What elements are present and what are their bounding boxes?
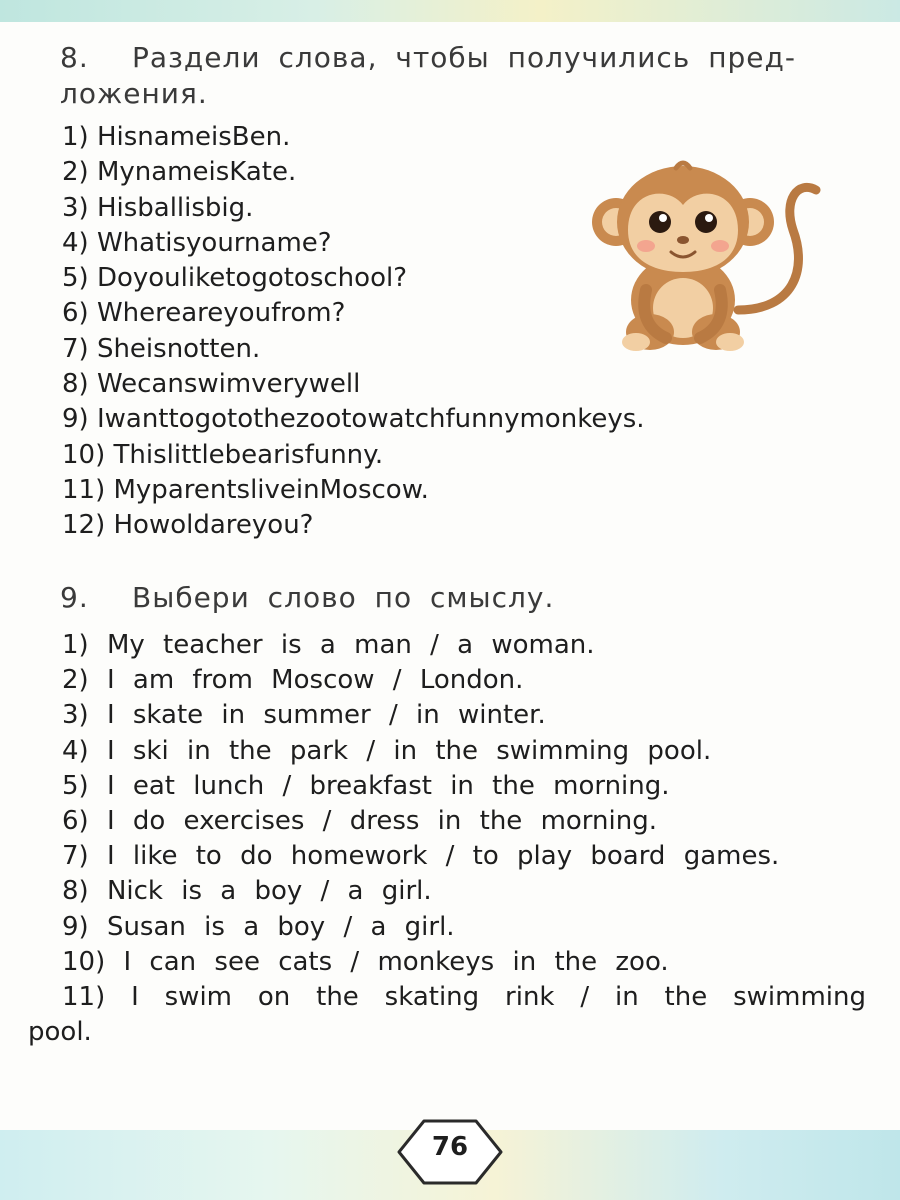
task-9-instruction: Выбери слово по смыслу.: [132, 581, 555, 614]
list-item: [28, 874, 866, 909]
list-item: 10) Thislittlebearisfunny.: [62, 439, 384, 470]
task-8-heading: [60, 40, 870, 112]
page-number: 76: [431, 1132, 469, 1162]
list-item: [28, 663, 866, 698]
list-item: 2) MynameisKate.: [62, 157, 297, 188]
list-item: [28, 910, 866, 945]
list-item-text: 11) I swim on the skating rink / in the swimming pool.: [28, 982, 866, 1048]
task-8-list: [62, 120, 645, 544]
list-item: [28, 839, 866, 874]
list-item: 3) Hisballisbig.: [62, 192, 254, 223]
list-item: 7) Sheisnotten.: [62, 333, 261, 364]
task-9-heading: [60, 580, 870, 616]
task-8-instruction-line1: Раздели слова, чтобы получились пред-: [132, 41, 796, 74]
list-item-text: 3) I skate in summer / in winter.: [62, 700, 546, 731]
list-item-text: 5) I eat lunch / breakfast in the morning.: [62, 770, 670, 801]
task-8-instruction-line2: ложения.: [60, 77, 208, 110]
list-item-text: 1) My teacher is a man / a woman.: [62, 630, 595, 660]
task-8-number: 8.: [60, 41, 89, 74]
list-item: 11) MyparentsliveinMoscow.: [62, 474, 429, 505]
list-item: [28, 980, 866, 1050]
list-item: [28, 769, 866, 804]
list-item-text: 2) I am from Moscow / London.: [62, 665, 524, 696]
list-item: 1) HisnameisBen.: [62, 122, 291, 152]
list-item-text: 4) I ski in the park / in the swimming pool.: [62, 735, 712, 766]
monkey-illustration: [588, 160, 828, 355]
list-item-text: 7) I like to do homework / to play board games.: [62, 841, 780, 872]
list-item: 6) Whereareyoufrom?: [62, 298, 346, 329]
list-item-text: 9) Susan is a boy / a girl.: [62, 911, 455, 942]
list-item: 5) Doyouliketogotoschool?: [62, 263, 407, 294]
list-item: [28, 804, 866, 839]
list-item: [28, 734, 866, 769]
list-item: [28, 628, 866, 663]
task-9-list: [28, 628, 866, 1050]
list-item: 8) Wecanswimverywell: [62, 369, 361, 400]
list-item: [28, 945, 866, 980]
list-item: [28, 698, 866, 733]
list-item-text: 10) I can see cats / monkeys in the zoo.: [62, 946, 669, 977]
list-item: 4) Whatisyourname?: [62, 227, 332, 258]
list-item: 9) Iwanttogotothezootowatchfunnymonkeys.: [62, 404, 645, 435]
list-item-text: 8) Nick is a boy / a girl.: [62, 876, 432, 907]
list-item-text: 6) I do exercises / dress in the morning.: [62, 806, 657, 837]
task-9-number: 9.: [60, 581, 89, 614]
list-item: 12) Howoldareyou?: [62, 510, 314, 541]
